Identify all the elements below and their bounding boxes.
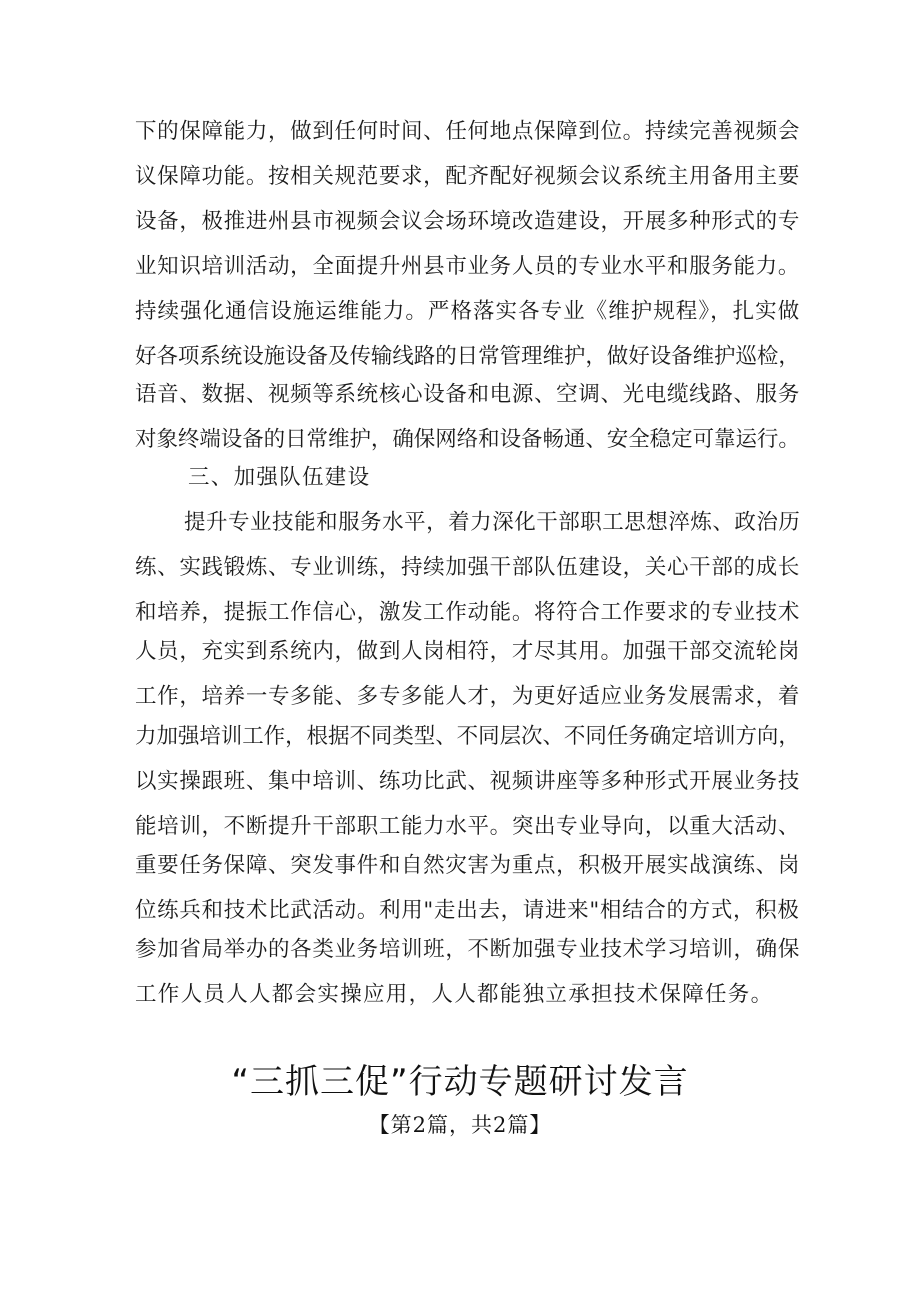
document-title: “三抓三促”行动专题研讨发言 <box>231 1062 689 1102</box>
text-line: 持续强化通信设施运维能力。严格落实各专业《维护规程》，扎实做 <box>135 299 801 324</box>
text-line: 能培训，不断提升干部职工能力水平。突出专业导向，以重大活动、 <box>135 814 801 839</box>
section-heading: 三、加强队伍建设 <box>188 465 371 490</box>
text-line: 参加省局举办的各类业务培训班，不断加强专业技术学习培训，确保 <box>135 937 801 962</box>
text-line: 和培养，提振工作信心，激发工作动能。将符合工作要求的专业技术 <box>135 600 801 625</box>
text-line: 议保障功能。按相关规范要求，配齐配好视频会议系统主用备用主要 <box>135 164 801 189</box>
document-subtitle: 【第2篇，共2篇】 <box>368 1113 552 1137</box>
text-line: 位练兵和技术比武活动。利用"走出去，请进来"相结合的方式，积极 <box>135 898 800 923</box>
text-line: 工作，培养一专多能、多专多能人才，为更好适应业务发展需求，着 <box>135 684 801 709</box>
text-line: 以实操跟班、集中培训、练功比武、视频讲座等多种形式开展业务技 <box>135 769 801 794</box>
text-line: 好各项系统设施设备及传输线路的日常管理维护，做好设备维护巡检， <box>135 344 800 369</box>
text-line: 下的保障能力，做到任何时间、任何地点保障到位。持续完善视频会 <box>135 119 801 144</box>
text-line: 人员，充实到系统内，做到人岗相符，才尽其用。加强干部交流轮岗 <box>135 639 801 664</box>
text-line: 重要任务保障、突发事件和自然灾害为重点，积极开展实战演练、岗 <box>135 853 801 878</box>
text-line: 语音、数据、视频等系统核心设备和电源、空调、光电缆线路、服务 <box>135 382 801 407</box>
text-line: 设备，极推进州县市视频会议会场环境改造建设，开展多种形式的专 <box>135 209 801 234</box>
text-line: 业知识培训活动，全面提升州县市业务人员的专业水平和服务能力。 <box>135 254 801 279</box>
text-line: 力加强培训工作，根据不同类型、不同层次、不同任务确定培训方向， <box>135 724 800 749</box>
text-line: 工作人员人人都会实操应用，人人都能独立承担技术保障任务。 <box>135 982 774 1007</box>
text-line: 练、实践锻炼、专业训练，持续加强干部队伍建设，关心干部的成长 <box>135 555 801 580</box>
paragraph-first-line: 提升专业技能和服务水平，着力深化干部职工思想淬炼、政治历 <box>184 510 801 535</box>
text-line: 对象终端设备的日常维护，确保网络和设备畅通、安全稳定可靠运行。 <box>135 427 800 452</box>
